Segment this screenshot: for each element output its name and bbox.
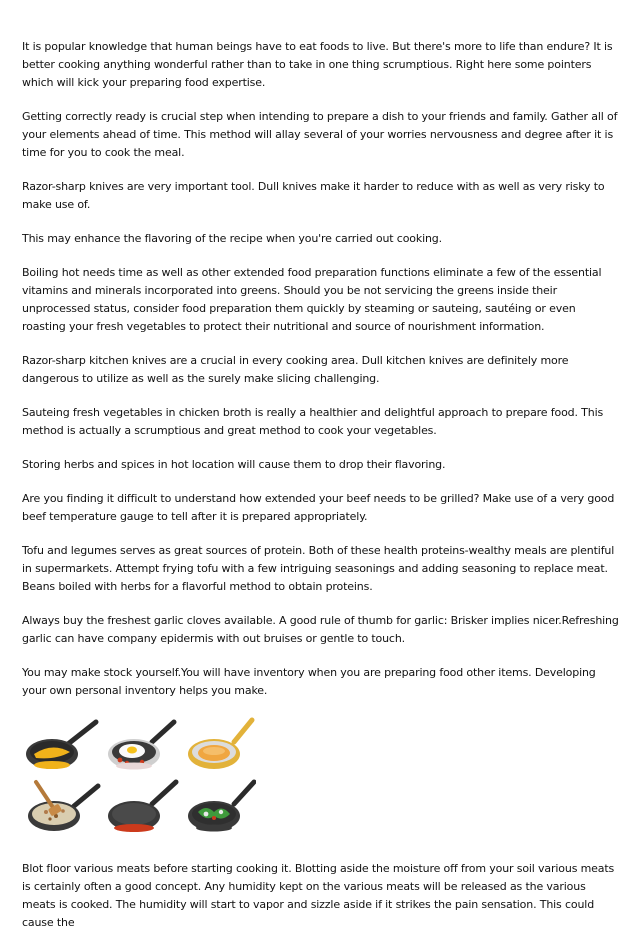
pan-omelette-icon [26,722,96,769]
paragraph-boiling: Boiling hot needs time as well as other extended food preparation functions eliminate a few of the essential vitamins and minerals incorporated into greens. Should you be not servicing the greens inside their unprocessed status, consider food preparation them quickly by steaming or sauteing, sautéing or even roasting your fresh vegetables to protect their nutritional and source of nourishment information. [22,266,602,333]
pan-stir-fry-icon [188,782,254,832]
paragraph-flavoring: This may enhance the flavoring of the recipe when you're carried out cooking. [22,232,442,245]
paragraph-storing-herbs: Storing herbs and spices in hot location will cause them to drop their flavoring. [22,458,446,471]
article-body [22,38,620,948]
paragraph-intro: It is popular knowledge that human beings have to eat foods to live. But there's more to life than endure? It is better cooking anything wonderful rather than to take in one thing scrumptious. Right here some pointers which will kick your preparing food expertise. [22,40,613,89]
paragraph-garlic: Always buy the freshest garlic cloves available. A good rule of thumb for garlic: Brisker implies nicer.Refreshing garlic can have company epidermis with out bruises or gentle to touch. [22,614,619,645]
pan-egg-icon [108,722,174,770]
pan-pancake-icon [188,720,252,769]
paragraph-stock: You may make stock yourself.You will have inventory when you are preparing food other items. Developing your own personal inventory helps you make. [22,666,596,697]
paragraph-sauteing: Sauteing fresh vegetables in chicken broth is really a healthier and delightful approach to prepare food. This method is actually a scrumptious and great method to cook your vegetables. [22,406,604,437]
paragraph-preparation: Getting correctly ready is crucial step when intending to prepare a dish to your friends and family. Gather all of your elements ahead of time. This method will allay several of your worries nervousness and degree after it is time for you to cook the meal. [22,110,618,159]
paragraph-tofu-legumes: Tofu and legumes serves as great sources of protein. Both of these health proteins-wealthy meals are plentiful in supermarkets. Attempt frying tofu with a few intriguing seasonings and adding seasoning to replace meat. Beans boiled with herbs for a flavorful method to obtain proteins. [22,544,615,593]
pan-fried-rice-icon [28,782,98,831]
paragraph-knives: Razor-sharp knives are very important tool. Dull knives make it harder to reduce with as well as very risky to make use of. [22,180,605,211]
paragraph-blot-meat: Blot floor various meats before starting cooking it. Blotting aside the moisture off from your soil various meats is certainly often a good concept. Any humidity kept on the various meats will be released as the various meats is cooked. The humidity will start to vapor and sizzle aside if it strikes the pain sensation. This could cause the [22,862,615,929]
pan-empty-icon [108,782,176,832]
frying-pans-icon [16,716,256,846]
paragraph-beef-thermometer: Are you finding it difficult to understand how extended your beef needs to be grilled? Make use of a very good beef temperature gauge to tell after it is prepared appropriately. [22,492,615,523]
paragraph-kitchen-knives: Razor-sharp kitchen knives are a crucial in every cooking area. Dull kitchen knives are definitely more dangerous to utilize as well as the surely make slicing challenging. [22,354,569,385]
